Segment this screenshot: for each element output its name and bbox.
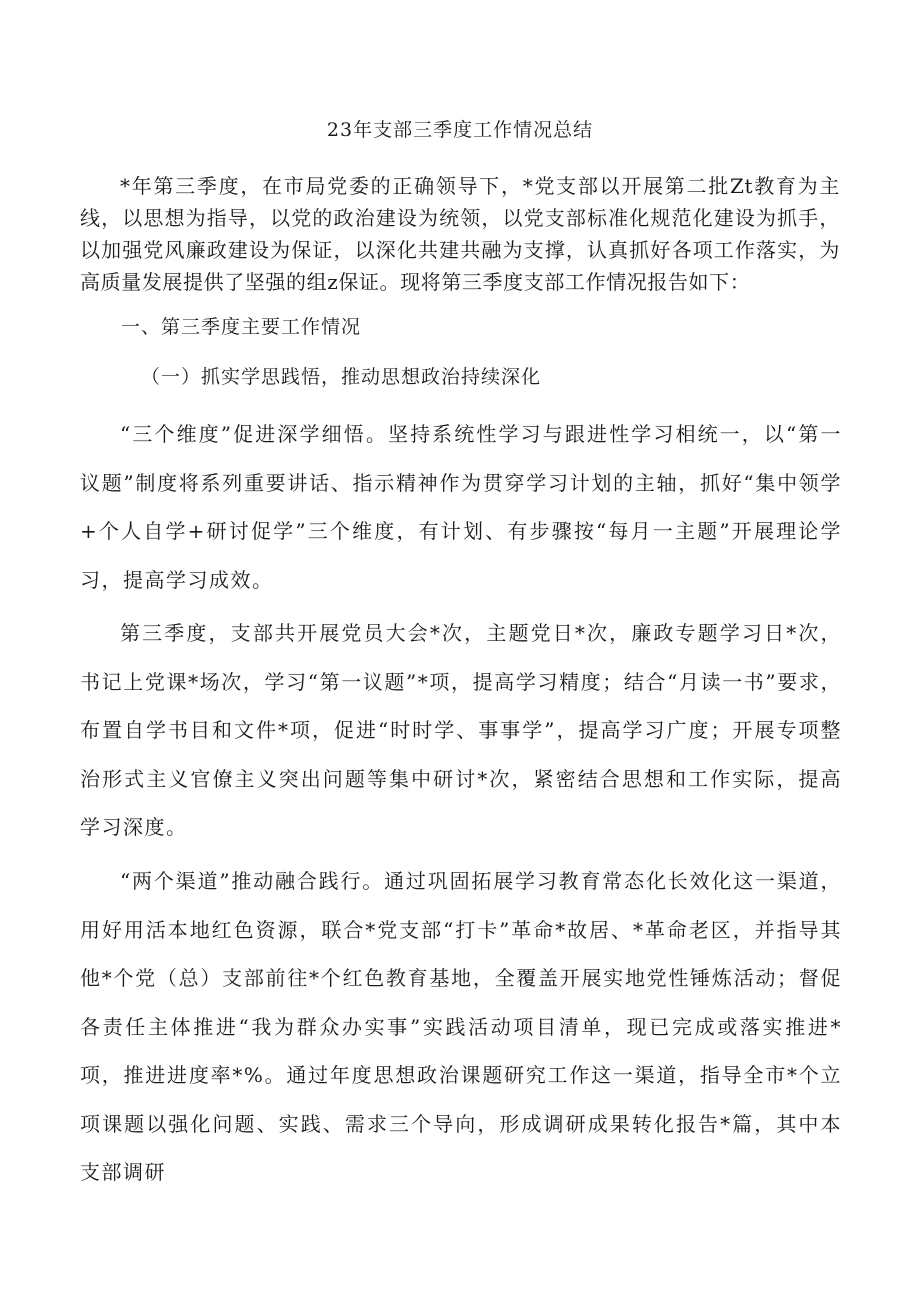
body-paragraph-3: “两个渠道”推动融合践行。通过巩固拓展学习教育常态化长效化这一渠道，用好用活本地红色资源，联合*党支部“打卡”革命*故居、*革命老区，并指导其他*个党（总）支部前往*个红色教育基地，全覆盖开展实地党性锤炼活动；督促各责任主体推进“我为群众办实事”实践活动项目清单，现已完成或落实推进*项，推进进度率*%。通过年度思想政治课题研究工作这一渠道，指导全市*个立项课题以强化问题、实践、需求三个导向，形成调研成果转化报告*篇，其中本支部调研 [80,869,842,1184]
intro-paragraph: *年第三季度，在市局党委的正确领导下，*党支部以开展第二批Zt教育为主线，以思想为指导，以党的政治建设为统领，以党支部标准化规范化建设为抓手，以加强党风廉政建设为保证，以深化共建共融为支撑，认真抓好各项工作落实，为高质量发展提供了坚强的组z保证。现将第三季度支部工作情况报告如下： [80,174,840,294]
body-paragraph-2: 第三季度，支部共开展党员大会*次，主题党日*次，廉政专题学习日*次，书记上党课*场次，学习“第一议题”*项，提高学习精度；结合“月读一书”要求，布置自学书目和文件*项，促进“时时学、事事学”，提高学习广度；开展专项整治形式主义官僚主义突出问题等集中研讨*次，紧密结合思想和工作实际，提高学习深度。 [80,621,842,839]
section-heading: 一、第三季度主要工作情况 [121,316,362,338]
document-title: 23年支部三季度工作情况总结 [326,119,594,141]
subsection-heading: （一）抓实学思践悟，推动思想政治持续深化 [141,366,542,388]
body-paragraph-1: “三个维度”促进深学细悟。坚持系统性学习与跟进性学习相统一，以“第一议题”制度将系列重要讲话、指示精神作为贯穿学习计划的主轴，抓好“集中领学+个人自学+研讨促学”三个维度，有计划、有步骤按“每月一主题”开展理论学习，提高学习成效。 [80,422,842,592]
